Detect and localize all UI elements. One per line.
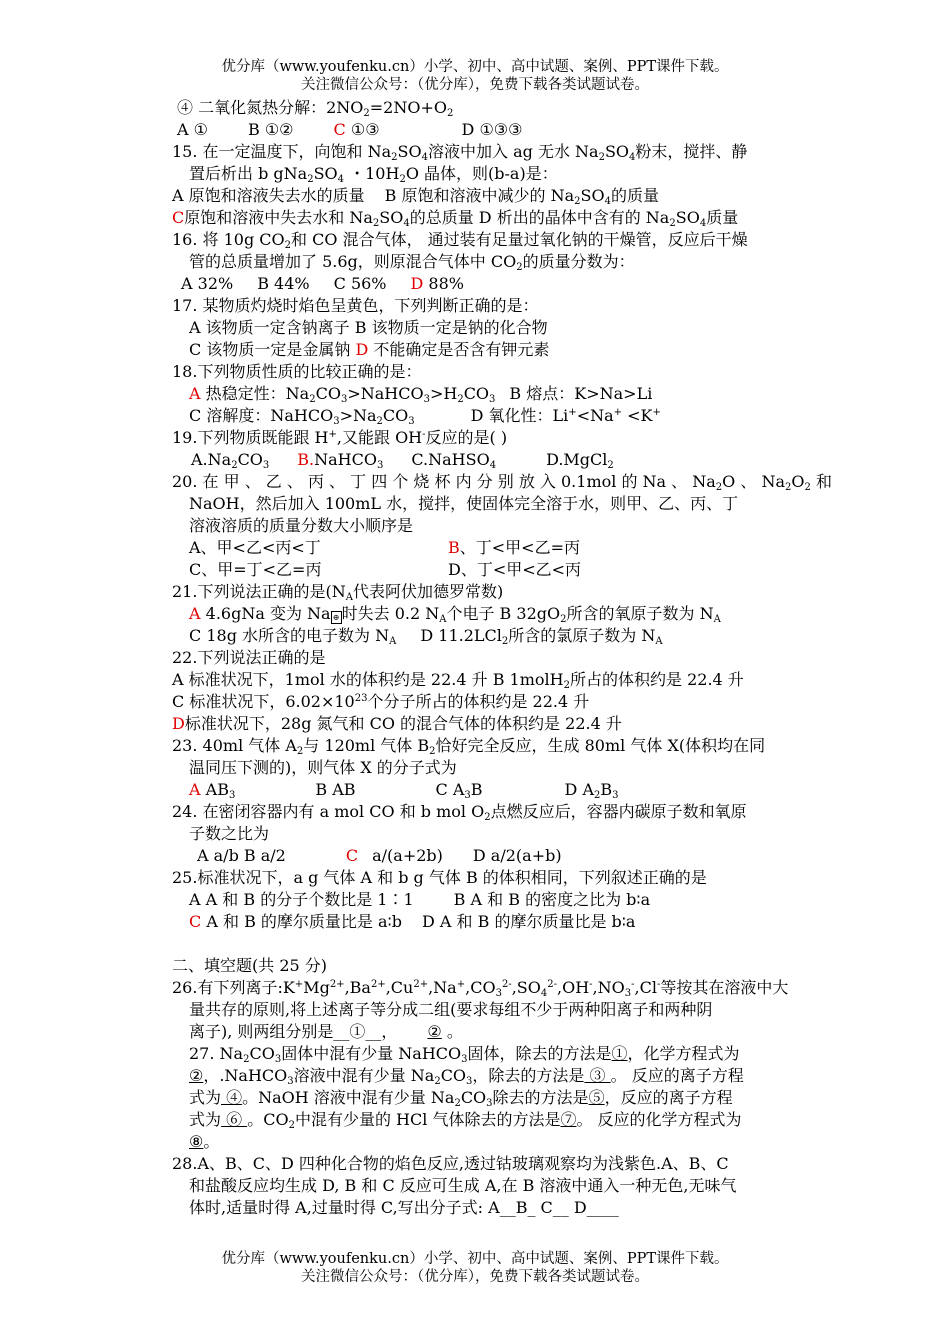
q17-options-cd: C 该物质一定是金属钠 D 不能确定是否含有钾元素 (189, 340, 550, 359)
q21-options-ab: A 4.6gNa 变为 Na ⊕ 时失去 0.2 $N_A$个电子 B $32gO_2$所含的氧原子数为 $N_A$ (189, 604, 721, 625)
q27-stem-line3: 式为 ④。NaOH 溶液中混有少量 $Na_2CO_3$除去的方法是⑤，反应的离子方程 (189, 1088, 733, 1109)
q25-options-cd: C A 和 B 的摩尔质量比是 a∶b D A 和 B 的摩尔质量比是 b∶a (189, 912, 636, 931)
q28-stem-line1: 28.A、B、C、D 四种化合物的焰色反应,透过钴玻璃观察均为浅紫色.A、B、C (172, 1154, 729, 1173)
q16-options: A 32% B 44% C 56% D 88% (181, 274, 464, 293)
q28-stem-line2: 和盐酸反应均生成 D, B 和 C 反应可生成 A,在 B 溶液中通入一种无色,无味气 (189, 1176, 737, 1195)
q17-options-ab: A 该物质一定含钠离子 B 该物质一定是钠的化合物 (189, 318, 548, 337)
q21-stem: 21.下列说法正确的是($N_A$代表阿伏加德罗常数) (172, 582, 504, 603)
q17-stem: 17. 某物质灼烧时焰色呈黄色，下列判断正确的是： (172, 296, 539, 315)
q14-options: A ① B ①② C ①③ D ①③③ (177, 120, 523, 139)
page-header-line-1: 优分库（www.youfenku.cn）小学、初中、高中试题、案例、PPT课件下载。 (221, 59, 729, 75)
q21-options-cd: C 18g 水所含的电子数为 $N_A$ D 11.2LCl$_2$所含的氯原子数为 $N_A$ (189, 626, 663, 647)
section-title-fill-in: 二、填空题(共 25 分) (172, 956, 328, 975)
q18-options-ab: A 热稳定性：$Na_2CO_3>NaHCO_3>H_2CO_3$ B 熔点：K>Na>Li (189, 384, 653, 405)
q23-stem-line1: 23. 40ml 气体 $A_2$与 120ml 气体 $B_2$恰好完全反应，生成 80ml 气体 X(体积均在同 (172, 736, 766, 757)
q18-stem: 18.下列物质性质的比较正确的是： (172, 362, 422, 381)
q23-stem-line2: 温同压下测的)，则气体 X 的分子式为 (189, 758, 457, 777)
q23-options: A $AB_3$ B AB C $A_3B$ D $A_2B_3$ (189, 780, 619, 801)
q27-stem-line5: ⑧。 (189, 1132, 220, 1151)
q15-stem-line1: 15. 在一定温度下，向饱和 $Na_2SO_4$溶液中加入 ag 无水 $Na_2SO_4$粉末，搅拌、静 (172, 142, 748, 163)
q22-stem: 22.下列说法正确的是 (172, 648, 326, 667)
q27-stem-line4: 式为 ⑥ 。$CO_2$中混有少量的 HCl 气体除去的方法是⑦。 反应的化学方程式为 (189, 1110, 742, 1131)
q24-stem-line1: 24. 在密闭容器内有 a mol CO 和 b mol $O_2$点燃反应后，容器内碳原子数和氧原 (172, 802, 747, 823)
q22-options-ab: A 标准状况下，1mol 水的体积约是 22.4 升 B 1molH$_2$所占的体积约是 22.4 升 (172, 670, 744, 691)
q25-stem: 25.标准状况下，a g 气体 A 和 b g 气体 B 的体积相同，下列叙述正确的是 (172, 868, 707, 887)
q26-stem-line1: 26.有下列离子$:K^+Mg^{2+},Ba^{2+},Cu^{2+},Na^+,CO_3^{2-},SO_4^{2-},OH^-,NO_3^-,Cl^-$等按其在溶液中大 (172, 978, 789, 999)
q15-stem-line2: 置后析出 b $gNa_2SO_4$ ・$10H_2O$ 晶体，则(b-a)是： (189, 164, 558, 185)
q20-option-c: C、甲=丁<乙=丙 (189, 560, 322, 579)
q27-stem-line2: ②，.NaHCO$_3$溶液中混有少量 $Na_2CO_3$，除去的方法是 ③ 。 反应的离子方程 (189, 1066, 744, 1087)
page-header-line-2: 关注微信公众号：（优分库），免费下载各类试题试卷。 (301, 77, 649, 93)
page-footer-line-1: 优分库（www.youfenku.cn）小学、初中、高中试题、案例、PPT课件下载。 (221, 1251, 729, 1267)
q14-item4: ④ 二氧化氮热分解：$2NO_2=2NO+O_2$ (177, 98, 454, 119)
page-footer-line-2: 关注微信公众号：（优分库），免费下载各类试题试卷。 (301, 1269, 649, 1285)
q15-options-ab: A 原饱和溶液失去水的质量 B 原饱和溶液中减少的 $Na_2SO_4$的质量 (172, 186, 659, 207)
q22-option-d: D标准状况下，28g 氮气和 CO 的混合气体的体积约是 22.4 升 (172, 714, 622, 733)
q18-options-cd: C 溶解度：$NaHCO_3>Na_2CO_3$ D 氧化性：Li+<Na+ <K+ (189, 406, 661, 427)
q20-option-d: D、丁<甲<乙<丙 (448, 560, 582, 579)
q19-stem: 19.下列物质既能跟 H+,又能跟 OH-反应的是( ) (172, 428, 508, 447)
q20-stem-line3: 溶液溶质的质量分数大小顺序是 (189, 516, 414, 535)
q20-option-a: A、甲<乙<丙<丁 (189, 538, 321, 557)
q27-stem-line1: 27. $Na_2CO_3$固体中混有少量 NaHCO$_3$固体，除去的方法是①，化学方程式为 (189, 1044, 740, 1065)
q25-options-ab: A A 和 B 的分子个数比是 1∶1 B A 和 B 的密度之比为 b∶a (189, 890, 651, 909)
q20-stem-line1: 20. 在 甲 、 乙 、 丙 、 丁 四 个 烧 杯 内 分 别 放 入 0.1mol 的 Na 、 $Na_2O$ 、 $Na_2O_2$ 和 (172, 472, 832, 493)
q16-stem-line1: 16. 将 10g $CO_2$和 CO 混合气体， 通过装有足量过氧化钠的干燥管，反应后干燥 (172, 230, 748, 251)
q22-option-c: C 标准状况下，$6.02\times 10^{23}$个分子所占的体积约是 22.4 升 (172, 692, 590, 711)
placeholder-box: ⊕ (331, 611, 342, 624)
q20-option-b: B、丁<甲<乙=丙 (448, 538, 580, 557)
q19-options: $A.Na_2CO_3$ B.NaHCO$_3$ C.NaHSO$_4$ D.MgCl$_2$ (191, 450, 614, 471)
q16-stem-line2: 管的总质量增加了 5.6g，则原混合气体中 $CO_2$的质量分数为： (189, 252, 635, 273)
q26-stem-line2: 量共存的原则,将上述离子等分成二组(要求每组不少于两种阳离子和两种阴 (189, 1000, 713, 1019)
q20-stem-line2: NaOH，然后加入 100mL 水，搅拌，使固体完全溶于水，则甲、乙、丙、丁 (189, 494, 739, 513)
q24-stem-line2: 子数之比为 (189, 824, 270, 843)
q28-stem-line3: 体时,适量时得 A,过量时得 C,写出分子式: A__B_ C__ D____ (189, 1198, 619, 1217)
q26-stem-line3: 离子), 则两组分别是__①__， ② 。 (189, 1022, 463, 1041)
q24-options: A a/b B a/2 C a/(a+2b) D a/2(a+b) (197, 846, 562, 865)
q15-options-cd: C原饱和溶液中失去水和 $Na_2SO_4$的总质量 D 析出的晶体中含有的 $Na_2SO_4$质量 (172, 208, 739, 229)
